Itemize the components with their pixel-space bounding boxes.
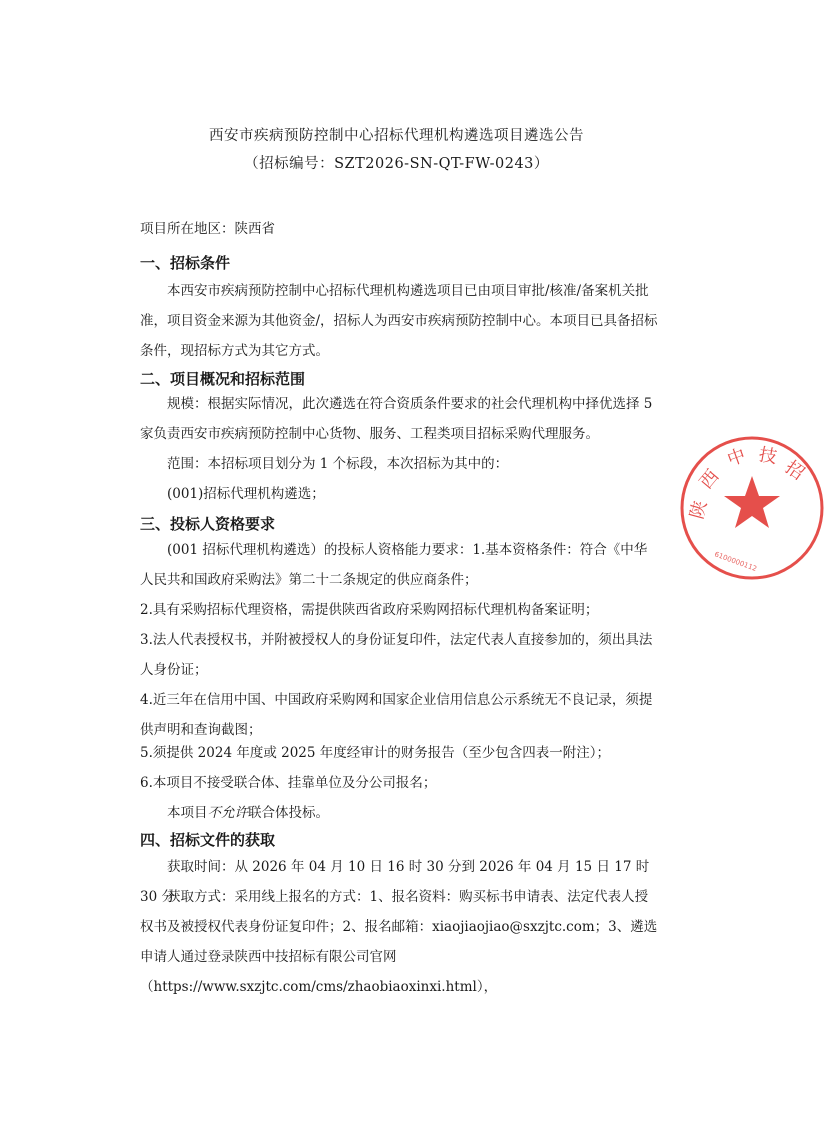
svg-text:技: 技 <box>757 444 779 469</box>
qualification-item-5: 5.须提供 2024 年度或 2025 年度经审计的财务报告（至少包含四表一附注）； <box>140 745 611 761</box>
svg-text:中: 中 <box>724 444 749 471</box>
bid-number: （招标编号：SZT2026-SN-QT-FW-0243） <box>244 156 549 172</box>
svg-text:西: 西 <box>695 465 724 494</box>
qualification-item-6: 6.本项目不接受联合体、挂靠单位及分公司报名； <box>140 775 437 791</box>
document-title: 西安市疾病预防控制中心招标代理机构遴选项目遴选公告 <box>209 128 584 144</box>
consortium-prefix: 本项目 <box>167 805 208 821</box>
section-heading-conditions: 一、招标条件 <box>140 254 231 272</box>
project-region: 项目所在地区：陕西省 <box>140 221 275 237</box>
consortium-note <box>140 798 660 828</box>
section-heading-documents: 四、招标文件的获取 <box>140 831 276 849</box>
consortium-suffix: 联合体投标。 <box>248 805 329 821</box>
qualification-item-3: 3.法人代表授权书，并附被授权人的身份证复印件，法定代表人直接参加的，须出具法人身份证； <box>140 632 653 678</box>
consortium-emphasis: 不允许 <box>207 805 248 821</box>
qualification-item-2: 2.具有采购招标代理资格，需提供陕西省政府采购网招标代理机构备案证明； <box>140 602 599 618</box>
conditions-paragraph: 本西安市疾病预防控制中心招标代理机构遴选项目已由项目审批/核准/备案机关批准，项目资金来源为其他资金/，招标人为西安市疾病预防控制中心。本项目已具备招标条件，现招标方式为其它方式。 <box>140 283 658 359</box>
section-heading-qualifications: 三、投标人资格要求 <box>140 515 276 533</box>
svg-text:招: 招 <box>781 456 808 485</box>
qualification-intro: (001 招标代理机构遴选）的投标人资格能力要求：1.基本资格条件：符合《中华人民共和国政府采购法》第二十二条规定的供应商条件； <box>140 542 648 588</box>
acquisition-time: 获取时间：从 2026 年 04 月 10 日 16 时 30 分到 2026 年 04 月 15 日 17 时 30 分 <box>140 859 650 905</box>
acquisition-method: 获取方式：采用线上报名的方式：1、报名资料：购买标书申请表、法定代表人授权书及被授权代表身份证复印件；2、报名邮箱：xiaojiaojiao@sxzjtc.com；3、遴选申请人通过登录陕西中技招标有限公司官网（https://www.sxzjtc.com/cms/zhaobiaoxinxi.html）， <box>140 889 658 995</box>
qualification-item-4: 4.近三年在信用中国、中国政府采购网和国家企业信用信息公示系统无不良记录，须提供声明和查询截图； <box>140 692 653 738</box>
section-heading-overview: 二、项目概况和招标范围 <box>140 370 306 388</box>
seal-star-icon <box>724 476 780 528</box>
range-paragraph: 范围：本招标项目划分为 1 个标段，本次招标为其中的： <box>167 456 509 472</box>
lot-item: (001)招标代理机构遴选； <box>167 486 325 502</box>
svg-text:陕: 陕 <box>686 498 712 522</box>
scale-paragraph: 规模：根据实际情况，此次遴选在符合资质条件要求的社会代理机构中择优选择 5 家负责西安市疾病预防控制中心货物、服务、工程类项目招标采购代理服务。 <box>140 396 653 442</box>
svg-text:6100000112: 6100000112 <box>713 550 758 574</box>
company-seal-stamp <box>672 428 832 588</box>
